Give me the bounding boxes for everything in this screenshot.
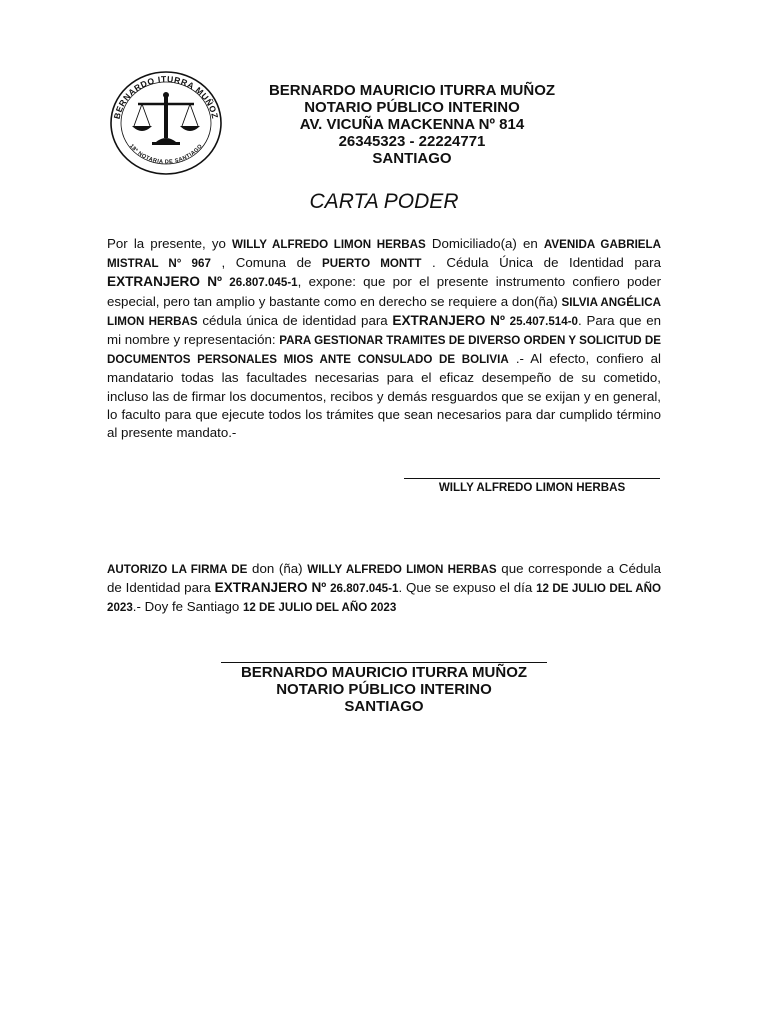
authorization-id-type: EXTRANJERO Nº — [214, 580, 327, 596]
power-of-attorney-body: Por la presente, yo WILLY ALFREDO LIMON HERBAS Domiciliado(a) en AVENIDA GABRIELA MISTRAL N° 967 , Comuna de PUERTO MONTT . Cédula Única de Identidad para EXTRANJERO Nº 26.807.045-1, expone: que por el presente instrumento confiero poder especial, pero tan amplio y bastante como en derecho se requiere a don(ña) SILVIA ANGÉLICA LIMON HERBAS cédula única de identidad para EXTRANJERO Nº 25.407.514-0. Para que en mi nombre y representación: PARA GESTIONAR TRAMITES DE DIVERSO ORDEN Y SOLICITUD DE DOCUMENTOS PERSONALES MIOS ANTE CONSULADO DE BOLIVIA .- Al efecto, confiero al mandatario todas las facultades necesarias para el eficaz desempeño de su cometido, incluso las de firmar los documentos, recibos y demás resguardos que se exijan y en general, lo faculto para que ejecute todos los trámites que sean necesarios para dar cumplido término al presente mandato.- — [107, 236, 662, 441]
authorization-date-1: 12 DE JULIO DEL AÑO 2023 — [107, 582, 661, 615]
authorization-paragraph: AUTORIZO LA FIRMA DE don (ña) WILLY ALFREDO LIMON HERBAS que corresponde a Cédula de Identidad para EXTRANJERO Nº 26.807.045-1. Que se expuso el día 12 DE JULIO DEL AÑO 2023.- Doy fe Santiago 12 DE JULIO DEL AÑO 2023 — [107, 561, 661, 615]
notary-title: NOTARIO PÚBLICO INTERINO — [304, 99, 520, 116]
seal-bottom-text: 18ª NOTARIA DE SANTIAGO — [128, 143, 204, 166]
notary-signature-city: SANTIAGO — [344, 698, 424, 715]
notary-signature-line — [221, 662, 547, 663]
id-number-1: 26.807.045-1 — [229, 276, 298, 290]
notary-signature-block — [204, 662, 564, 715]
notary-address: AV. VICUÑA MACKENNA Nº 814 — [299, 116, 525, 133]
notary-city: SANTIAGO — [372, 150, 452, 167]
grantor-signature-block — [404, 478, 660, 494]
authorization-lead: AUTORIZO LA FIRMA DE — [107, 563, 248, 576]
notary-name: BERNARDO MAURICIO ITURRA MUÑOZ — [268, 82, 556, 99]
notary-signature-name: BERNARDO MAURICIO ITURRA MUÑOZ — [240, 664, 528, 681]
grantor-commune: PUERTO MONTT — [322, 257, 422, 271]
notary-header — [200, 82, 624, 167]
scales-icon — [132, 92, 200, 145]
grantor-signature-name: WILLY ALFREDO LIMON HERBAS — [438, 481, 626, 494]
id-type-1: EXTRANJERO Nº — [107, 274, 223, 290]
notary-phones: 26345323 - 22224771 — [338, 133, 486, 150]
grantor-name: WILLY ALFREDO LIMON HERBAS — [232, 238, 426, 251]
grantor-address: AVENIDA GABRIELA MISTRAL N° 967 — [107, 238, 661, 271]
id-number-2: 25.407.514-0 — [509, 314, 579, 328]
authorization-id-number: 26.807.045-1 — [330, 582, 399, 596]
authorized-name: WILLY ALFREDO LIMON HERBAS — [307, 563, 497, 576]
signature-line — [404, 478, 660, 479]
id-type-2: EXTRANJERO Nº — [392, 312, 505, 328]
authorization-date-2: 12 DE JULIO DEL AÑO 2023 — [242, 601, 397, 615]
seal-top-text: BERNARDO ITURRA MUÑOZ — [111, 73, 221, 120]
document-title: CARTA PODER — [309, 190, 459, 213]
notary-signature-title: NOTARIO PÚBLICO INTERINO — [276, 681, 492, 698]
mandate-purpose: PARA GESTIONAR TRAMITES DE DIVERSO ORDEN Y SOLICITUD DE DOCUMENTOS PERSONALES MIOS ANTE CONSULADO DE BOLIVIA — [107, 334, 661, 367]
proxy-name: SILVIA ANGÉLICA LIMON HERBAS — [107, 295, 661, 328]
